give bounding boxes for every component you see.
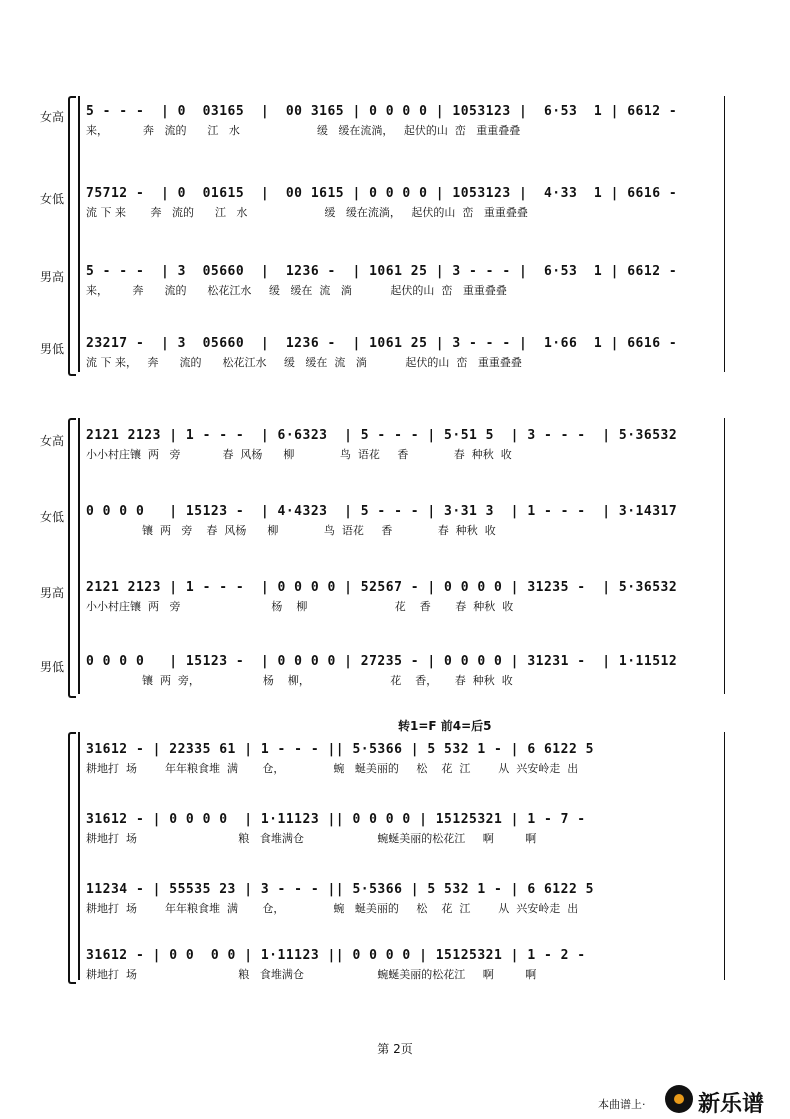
notation: 23217 - | 3 05660 | 1236 - | 1061 25 | 3 - - - | 1·66 1 | 6616 -	[86, 336, 678, 351]
notation: 0 0 0 0 | 15123 - | 4·4323 | 5 - - - | 3·31 3 | 1 - - - | 3·14317	[86, 504, 678, 519]
notation: 11234 - | 55535 23 | 3 - - - || 5·5366 | 5 532 1 - | 6 6122 5	[86, 882, 594, 897]
notation: 31612 - | 0 0 0 0 | 1·11123 || 0 0 0 0 | 15125321 | 1 - 7 -	[86, 812, 586, 827]
part-name: 男高	[40, 270, 65, 284]
part-name: 女高	[40, 110, 65, 124]
staff-alto	[0, 186, 790, 230]
part-name: 女高	[40, 434, 65, 448]
staff-bass	[0, 654, 790, 698]
system-end-barline	[724, 418, 725, 694]
part-name: 男低	[40, 660, 65, 674]
notation: 31612 - | 22335 61 | 1 - - - || 5·5366 | 5 532 1 - | 6 6122 5	[86, 742, 594, 757]
staff-bass	[0, 336, 790, 380]
staff-soprano	[0, 742, 790, 786]
part-name: 女低	[40, 510, 65, 524]
notation: 5 - - - | 3 05660 | 1236 - | 1061 25 | 3 - - - | 6·53 1 | 6612 -	[86, 264, 678, 279]
key-change-marking: 转1=F 前4=后5	[398, 719, 492, 733]
notation: 0 0 0 0 | 15123 - | 0 0 0 0 | 27235 - | 0 0 0 0 | 31231 - | 1·11512	[86, 654, 678, 669]
lyrics: 来， 奔 流的 江 水 缓 缓在流淌， 起伏的山 峦 重重叠叠	[86, 124, 521, 137]
lyrics: 来， 奔 流的 松花江水 缓 缓在 流 淌 起伏的山 峦 重重叠叠	[86, 284, 507, 297]
part-name: 男高	[40, 586, 65, 600]
staff-bass	[0, 948, 790, 992]
staff-tenor	[0, 580, 790, 624]
staff-tenor	[0, 264, 790, 308]
staff-alto	[0, 812, 790, 856]
staff-soprano	[0, 428, 790, 472]
lyrics: 耕地打 场 年年粮食堆 满 仓， 蜿 蜒美丽的 松 花 江 从 兴安岭走 出	[86, 902, 579, 915]
staff-alto	[0, 504, 790, 548]
lyrics: 镶 两 旁， 杨 柳， 花 香， 春 种秋 收	[86, 674, 513, 687]
brand-prefix: 本曲谱上·	[598, 1098, 646, 1111]
staff-soprano	[0, 104, 790, 148]
notation: 2121 2123 | 1 - - - | 0 0 0 0 | 52567 - | 0 0 0 0 | 31235 - | 5·36532	[86, 580, 678, 595]
lyrics: 流 下 来 奔 流的 江 水 缓 缓在流淌， 起伏的山 峦 重重叠叠	[86, 206, 528, 219]
lyrics: 耕地打 场 粮 食堆满仓 蜿蜒美丽的松花江 啊 啊	[86, 968, 537, 981]
notation: 75712 - | 0 01615 | 00 1615 | 0 0 0 0 | 1053123 | 4·33 1 | 6616 -	[86, 186, 678, 201]
lyrics: 镶 两 旁 春 风杨 柳 鸟 语花 香 春 种秋 收	[86, 524, 496, 537]
lyrics: 流 下 来， 奔 流的 松花江水 缓 缓在 流 淌 起伏的山 峦 重重叠叠	[86, 356, 522, 369]
record-disc-icon	[665, 1085, 693, 1113]
lyrics: 小小村庄镶 两 旁 春 风杨 柳 鸟 语花 香 春 种秋 收	[86, 448, 512, 461]
lyrics: 耕地打 场 粮 食堆满仓 蜿蜒美丽的松花江 啊 啊	[86, 832, 537, 845]
system-end-barline	[724, 96, 725, 372]
system-end-barline	[724, 732, 725, 980]
lyrics: 小小村庄镶 两 旁 杨 柳 花 香 春 种秋 收	[86, 600, 514, 613]
notation: 5 - - - | 0 03165 | 00 3165 | 0 0 0 0 | 1053123 | 6·53 1 | 6612 -	[86, 104, 678, 119]
lyrics: 耕地打 场 年年粮食堆 满 仓， 蜿 蜒美丽的 松 花 江 从 兴安岭走 出	[86, 762, 579, 775]
part-name: 女低	[40, 192, 65, 206]
notation: 2121 2123 | 1 - - - | 6·6323 | 5 - - - | 5·51 5 | 3 - - - | 5·36532	[86, 428, 678, 443]
notation: 31612 - | 0 0 0 0 | 1·11123 || 0 0 0 0 | 15125321 | 1 - 2 -	[86, 948, 586, 963]
staff-tenor	[0, 882, 790, 926]
part-name: 男低	[40, 342, 65, 356]
page-number: 第 2页	[377, 1042, 413, 1056]
brand-name: 新乐谱	[698, 1092, 765, 1117]
